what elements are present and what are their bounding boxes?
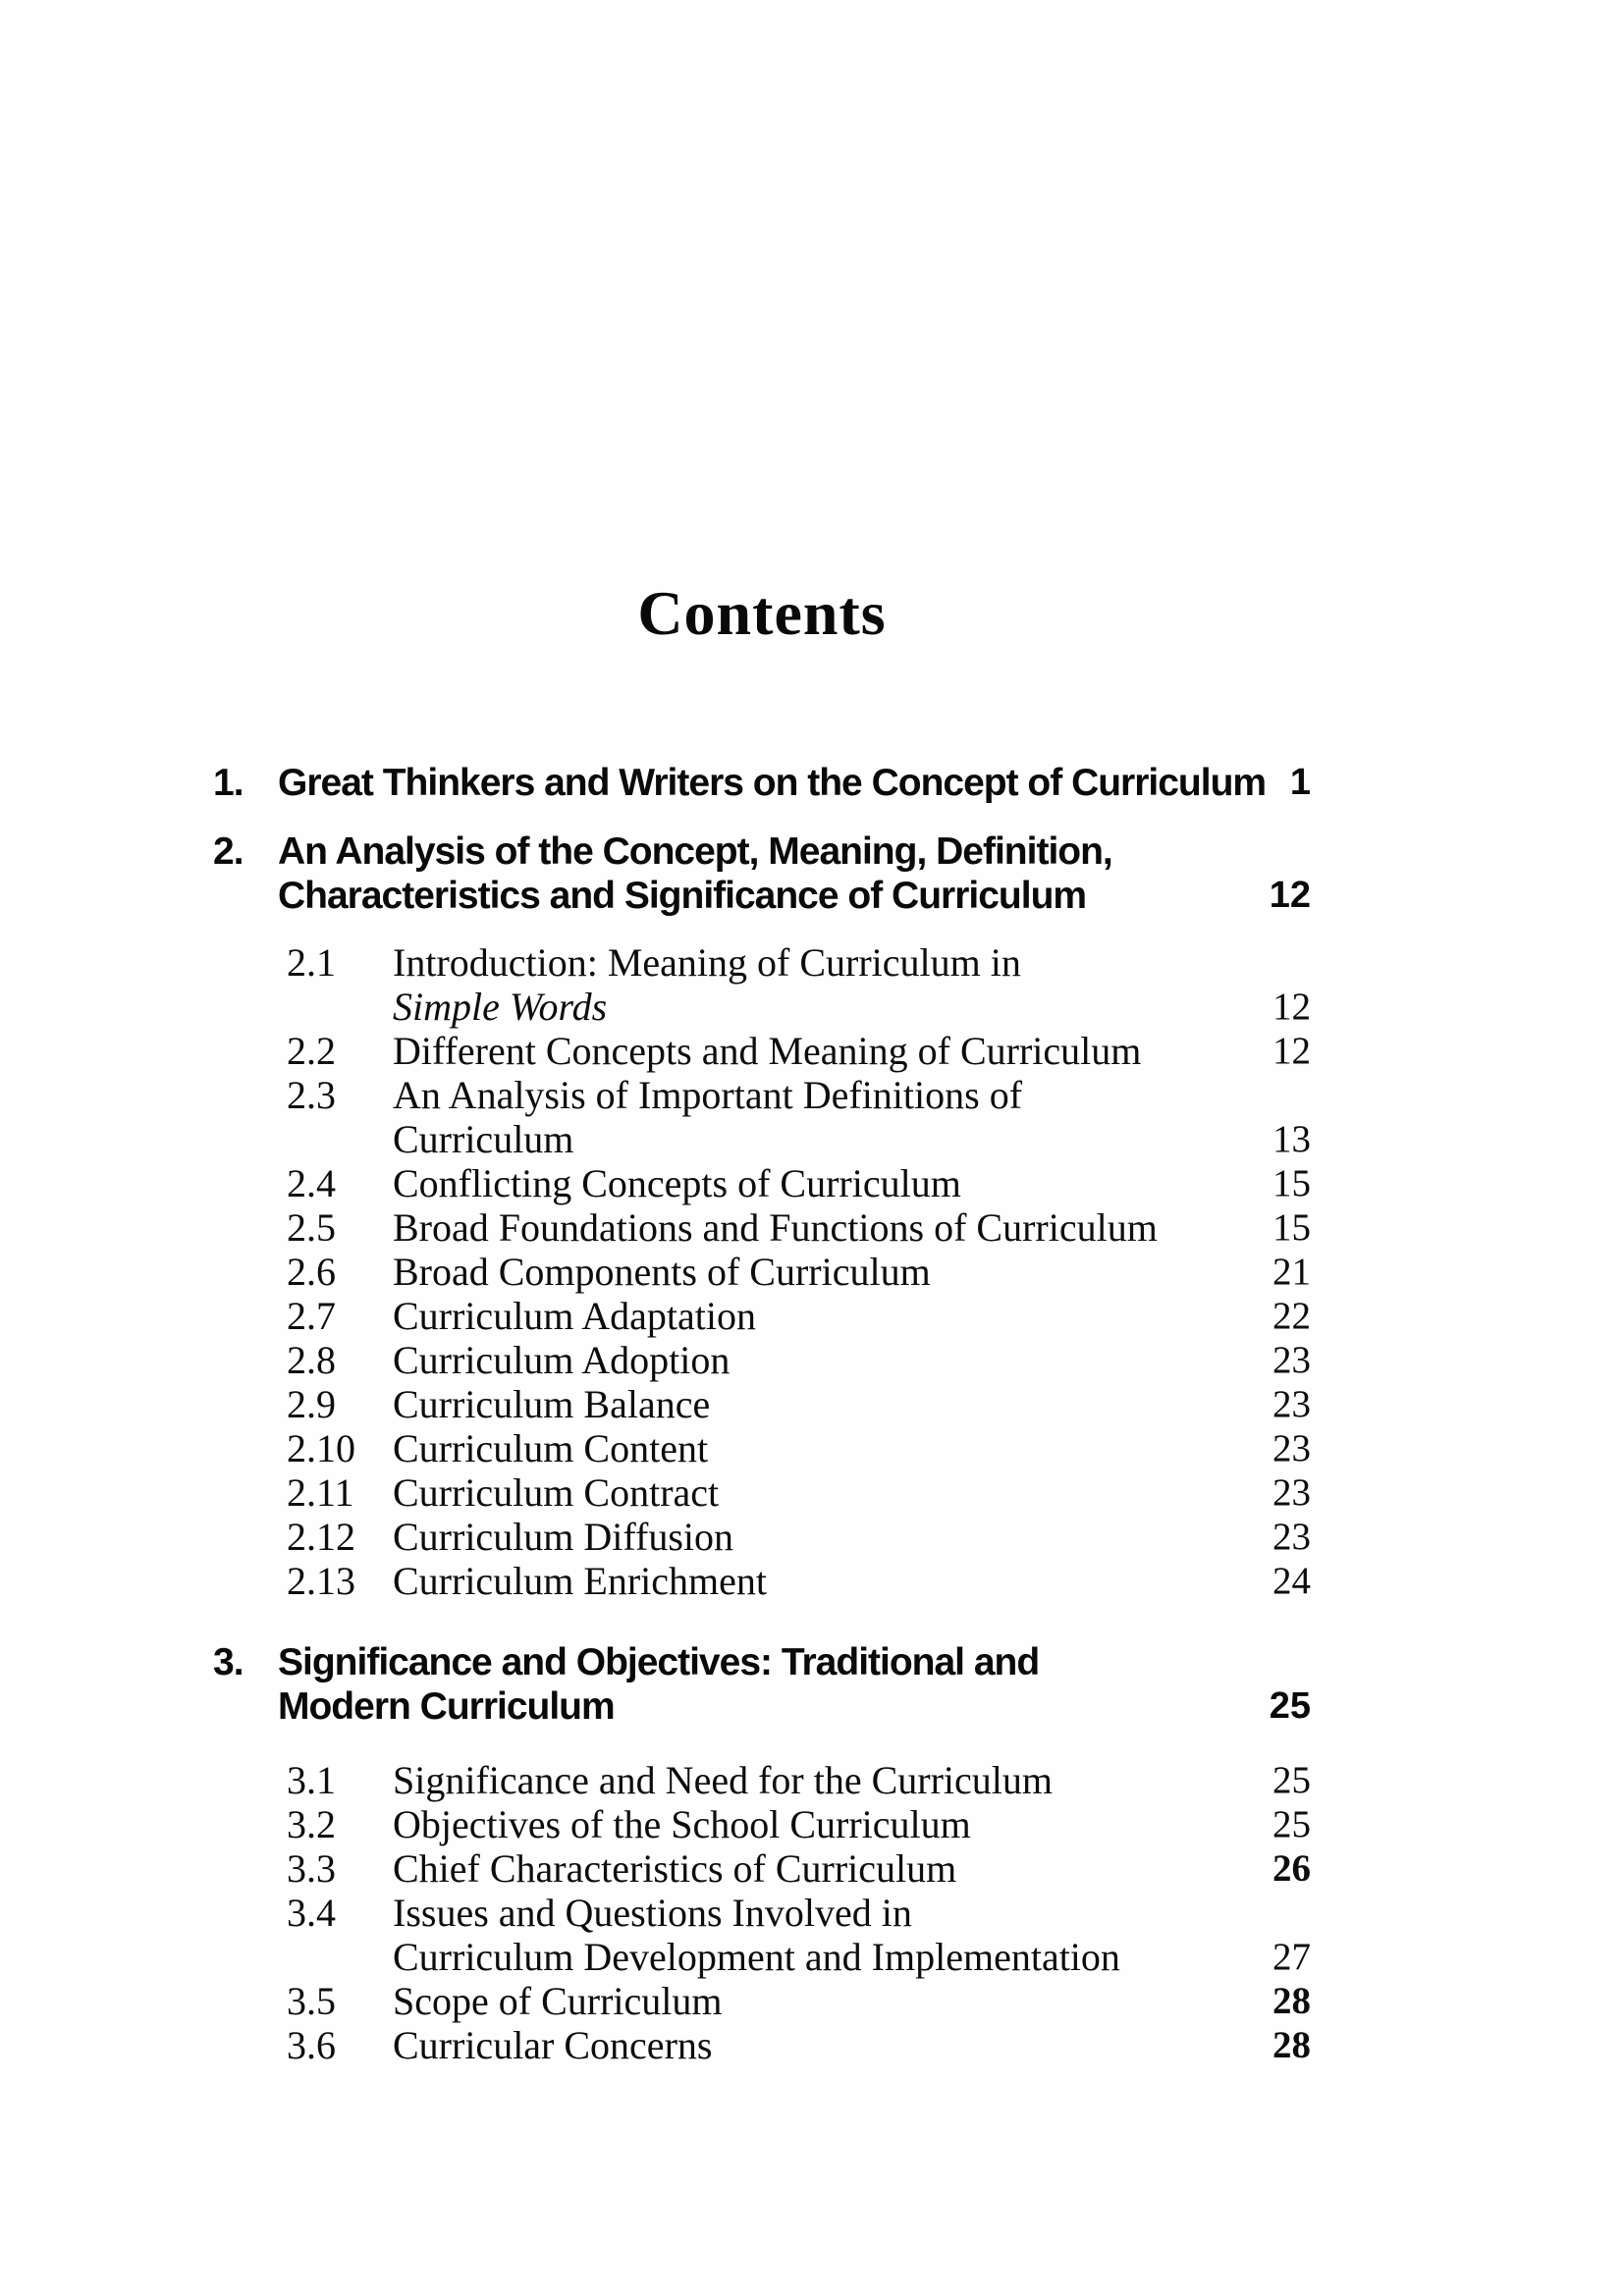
item-number: 3.1 (287, 1758, 336, 1802)
toc-item (287, 2023, 1311, 2067)
item-title-line: Conflicting Concepts of Curriculum (393, 1161, 961, 1205)
item-title-line: Curriculum Balance (393, 1382, 711, 1426)
toc-item (287, 1470, 1311, 1515)
item-title (393, 1338, 1254, 1382)
chapter-title-line: Characteristics and Significance of Curriculum (278, 875, 1087, 917)
chapter-number: 2. (213, 830, 244, 873)
toc-items-list (213, 1758, 1311, 2067)
item-number: 2.1 (287, 940, 336, 985)
chapter-page-number: 12 (1269, 875, 1311, 916)
toc-section-heading (213, 1640, 1311, 1729)
item-page-number: 25 (1272, 1803, 1311, 1845)
chapter-number: 3. (213, 1641, 244, 1683)
item-number: 2.2 (287, 1029, 336, 1073)
toc-item (287, 1758, 1311, 1802)
item-title-line: Curriculum Contract (393, 1470, 720, 1515)
item-page-number: 27 (1272, 1936, 1311, 1978)
toc-item (287, 1382, 1311, 1426)
item-number: 2.13 (287, 1559, 355, 1603)
toc-item (287, 1846, 1311, 1891)
item-number: 2.5 (287, 1205, 336, 1250)
item-page-number: 28 (1272, 2024, 1311, 2066)
toc-item (287, 1515, 1311, 1559)
chapter-page-number: 1 (1289, 762, 1311, 803)
chapter-page-number: 25 (1269, 1685, 1311, 1727)
item-number: 3.2 (287, 1802, 336, 1846)
toc-item (287, 1426, 1311, 1470)
item-number: 2.3 (287, 1073, 336, 1117)
toc-item (287, 1250, 1311, 1294)
item-title (393, 1382, 1254, 1426)
item-title-line: Objectives of the School Curriculum (393, 1802, 971, 1846)
item-title (393, 1891, 1254, 1979)
item-title (393, 940, 1254, 1029)
item-title-line: Significance and Need for the Curriculum (393, 1758, 1053, 1802)
item-page-number: 25 (1272, 1759, 1311, 1801)
item-page-number: 24 (1272, 1560, 1311, 1602)
page-title: Contents (637, 578, 887, 648)
toc-item (287, 940, 1311, 1029)
toc-item (287, 1205, 1311, 1250)
item-title-line: Curriculum Adoption (393, 1338, 731, 1382)
item-title-line: Curriculum Enrichment (393, 1559, 768, 1603)
toc-section-heading (213, 761, 1311, 805)
item-title (393, 1802, 1254, 1846)
item-number: 2.9 (287, 1382, 336, 1426)
toc-item (287, 1161, 1311, 1205)
item-title (393, 1559, 1254, 1603)
toc-item (287, 1073, 1311, 1161)
toc-item (287, 1029, 1311, 1073)
item-title-line: Curricular Concerns (393, 2023, 713, 2067)
item-page-number: 12 (1272, 1030, 1311, 1072)
item-title-line: Curriculum Content (393, 1426, 709, 1470)
item-page-number: 12 (1272, 986, 1311, 1028)
item-page-number: 23 (1272, 1427, 1311, 1469)
item-number: 2.10 (287, 1426, 355, 1470)
item-title (393, 1250, 1254, 1294)
item-page-number: 21 (1272, 1251, 1311, 1293)
item-number: 3.3 (287, 1846, 336, 1891)
chapter-title-line: Significance and Objectives: Traditional and (278, 1641, 1040, 1683)
toc-section-heading (213, 829, 1311, 918)
item-page-number: 13 (1272, 1118, 1311, 1160)
item-title-line: Chief Characteristics of Curriculum (393, 1846, 957, 1891)
toc-item (287, 1802, 1311, 1846)
item-page-number: 15 (1272, 1162, 1311, 1204)
chapter-title-line: Great Thinkers and Writers on the Concept of Curriculum (278, 762, 1267, 804)
item-page-number: 28 (1272, 1980, 1311, 2022)
item-title (393, 1205, 1254, 1250)
toc-item (287, 1979, 1311, 2023)
item-number: 3.4 (287, 1891, 336, 1935)
item-page-number: 15 (1272, 1206, 1311, 1249)
item-title-line: Broad Foundations and Functions of Curriculum (393, 1205, 1158, 1250)
table-of-contents (213, 761, 1311, 2067)
item-title-line: An Analysis of Important Definitions of (393, 1073, 1023, 1117)
item-title-line: Curriculum (393, 1117, 574, 1161)
item-page-number: 23 (1272, 1471, 1311, 1514)
item-number: 2.6 (287, 1250, 336, 1294)
toc-item (287, 1891, 1311, 1979)
chapter-title-line: An Analysis of the Concept, Meaning, Definition, (278, 830, 1112, 873)
item-page-number: 23 (1272, 1383, 1311, 1425)
item-number: 2.7 (287, 1294, 336, 1338)
item-title-line: Issues and Questions Involved in (393, 1891, 912, 1935)
chapter-number: 1. (213, 762, 244, 804)
item-title-line: Curriculum Development and Implementation (393, 1935, 1120, 1979)
toc-items-list (213, 940, 1311, 1603)
chapter-title-line: Modern Curriculum (278, 1685, 615, 1728)
item-title (393, 1029, 1254, 1073)
item-title-line: Curriculum Adaptation (393, 1294, 756, 1338)
chapter-title (278, 829, 1254, 918)
chapter-title (278, 761, 1267, 805)
item-title (393, 1470, 1254, 1515)
item-title (393, 1073, 1254, 1161)
item-title (393, 2023, 1254, 2067)
item-page-number: 22 (1272, 1295, 1311, 1337)
item-title (393, 1426, 1254, 1470)
item-title (393, 1758, 1254, 1802)
toc-item (287, 1559, 1311, 1603)
toc-item (287, 1294, 1311, 1338)
toc-item (287, 1338, 1311, 1382)
item-title-line: Different Concepts and Meaning of Curriculum (393, 1029, 1142, 1073)
item-number: 2.12 (287, 1515, 355, 1559)
item-number: 2.11 (287, 1470, 354, 1515)
item-number: 2.4 (287, 1161, 336, 1205)
item-title (393, 1515, 1254, 1559)
item-title-line: Simple Words (393, 985, 608, 1029)
item-title-line: Broad Components of Curriculum (393, 1250, 931, 1294)
item-page-number: 23 (1272, 1516, 1311, 1558)
item-number: 3.6 (287, 2023, 336, 2067)
item-page-number: 26 (1272, 1847, 1311, 1890)
item-title (393, 1979, 1254, 2023)
item-title-line: Curriculum Diffusion (393, 1515, 734, 1559)
item-page-number: 23 (1272, 1339, 1311, 1381)
item-title (393, 1161, 1254, 1205)
item-number: 2.8 (287, 1338, 336, 1382)
item-title (393, 1846, 1254, 1891)
item-title-line: Introduction: Meaning of Curriculum in (393, 940, 1021, 985)
item-title (393, 1294, 1254, 1338)
item-number: 3.5 (287, 1979, 336, 2023)
chapter-title (278, 1640, 1254, 1729)
item-title-line: Scope of Curriculum (393, 1979, 723, 2023)
